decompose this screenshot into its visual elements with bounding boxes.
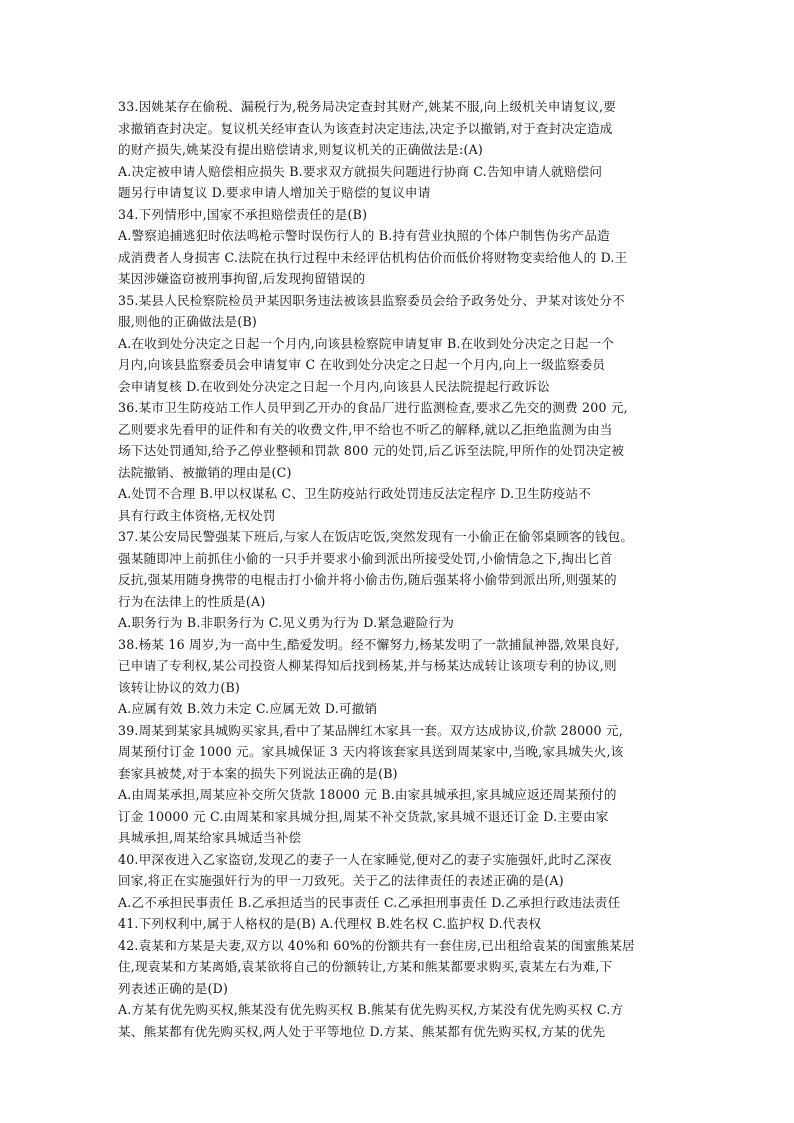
text-line: 法院撤销、被撤销的理由是(C) [118, 464, 292, 480]
text-line: A.警察追捕逃犯时依法鸣枪示警时误伤行人的 B.持有营业执照的个体户制售伪劣产品造 [118, 228, 610, 243]
text-line: A.应属有效 B.效力未定 C.应属无效 D.可撤销 [118, 701, 378, 716]
text-line: 反抗,强某用随身携带的电棍击打小偷并将小偷击伤,随后强某将小偷带到派出所,则强某的 [118, 572, 617, 587]
text-line: 订金 10000 元 C.由周某和家具城分担,周某不补交货款,家具城不退还订金 D.主要由家 [118, 808, 609, 824]
text-line: 求撤销查封决定。复议机关经审查认为该查封决定违法,决定予以撤销,对于查封决定造成 [118, 120, 613, 136]
text-line: 35.某县人民检察院检员尹某因职务违法被该县监察委员会给予政务处分、尹某对该处分不 [118, 292, 625, 308]
text-line: 42.袁某和方某是夫妻,双方以 40%和 60%的份额共有一套住房,已出租给袁某的闺蜜熊某居 [118, 937, 635, 953]
text-line: 的财产损失,姚某没有提出赔偿请求,则复议机关的正确做法是:(A) [118, 142, 484, 157]
text-line: 服,则他的正确做法是(B) [118, 314, 258, 329]
text-line: A.职务行为 B.非职务行为 C.见义勇为行为 D.紧急避险行为 [118, 615, 455, 630]
text-line: A.由周某承担,周某应补交所欠货款 18000 元 B.由家具城承担,家具城应返还周某预付的 [118, 787, 617, 802]
text-line: 月内,向该县监察委员会申请复审 C 在收到处分决定之日起一个月内,向上一级监察委员 [118, 357, 606, 372]
text-line: A.在收到处分决定之日起一个月内,向该县检察院申请复审 B.在收到处分决定之日起一个 [118, 335, 615, 351]
text-line: A.决定被申请人赔偿相应损失 B.要求双方就损失问题进行协商 C.告知申请人就赔偿问 [118, 163, 603, 179]
text-line: 37.某公安局民警强某下班后,与家人在饭店吃饭,突然发现有一小偷正在偷邻桌顾客的钱包。 [118, 529, 634, 544]
text-line: 34.下列情形中,国家不承担赔偿责任的是(B) [118, 206, 368, 222]
text-line: 住,现袁某和方某离婚,袁某欲将自己的份额转让,方某和熊某都要求购买,袁某左右为难,下 [118, 959, 613, 974]
text-line: 具有行政主体资格,无权处罚 [118, 507, 276, 523]
text-line: 行为在法律上的性质是(A) [118, 593, 266, 609]
text-line: 乙则要求先看甲的证件和有关的收费文件,甲不给也不听乙的解释,就以乙拒绝监测为由当 [118, 421, 613, 437]
text-line: A.处罚不合理 B.甲以权谋私 C、卫生防疫站行政处罚违反法定程序 D.卫生防疫站不 [118, 486, 592, 501]
text-line: 40.甲深夜进入乙家盗窃,发现乙的妻子一人在家睡觉,便对乙的妻子实施强奸,此时乙深夜 [118, 851, 612, 867]
text-line: 某因涉嫌盗窃被刑事拘留,后发现拘留错误的 [118, 271, 366, 286]
text-line: 36.某市卫生防疫站工作人员甲到乙开办的食品厂进行监测检查,要求乙先交的测费 200 元, [118, 400, 628, 415]
text-line: 回家,将正在实施强奸行为的甲一刀致死。关于乙的法律责任的表述正确的是(A) [118, 873, 564, 888]
text-line: 已申请了专利权,某公司投资人柳某得知后找到杨某,并与杨某达成转让该项专利的协议,则 [118, 658, 617, 673]
text-line: 成消费者人身损害 C.法院在执行过程中未经评估机构估价而低价将财物变卖给他人的 D.王 [118, 249, 628, 265]
text-line: 41.下列权利中,属于人格权的是(B) A.代理权 B.姓名权 C.监护权 D.代表权 [118, 916, 542, 931]
text-line: A.乙不承担民事责任 B.乙承担适当的民事责任 C.乙承担刑事责任 D.乙承担行政违法责任 [118, 894, 621, 910]
text-line: A.方某有优先购买权,熊某没有优先购买权 B.熊某有优先购买权,方某没有优先购买权 C.方 [118, 1002, 624, 1017]
text-line: 题另行申请复议 D.要求申请人增加关于赔偿的复议申请 [118, 185, 431, 200]
text-line: 强某随即冲上前抓住小偷的一只手并要求小偷到派出所接受处罚,小偷情急之下,掏出匕首 [118, 550, 613, 566]
text-line: 具城承担,周某给家具城适当补偿 [118, 830, 302, 845]
text-line: 该转让协议的效力(B) [118, 679, 241, 695]
text-line: 场下达处罚通知,给予乙停业整顿和罚款 800 元的处罚,后乙诉至法院,甲所作的处罚决定被 [118, 443, 625, 458]
document-page [118, 96, 680, 1042]
text-line: 33.因姚某存在偷税、漏税行为,税务局决定查封其财产,姚某不服,向上级机关申请复议,要 [118, 99, 617, 114]
text-line: 套家具被焚,对于本案的损失下列说法正确的是(B) [118, 765, 398, 781]
text-line: 周某预付订金 1000 元。家具城保证 3 天内将该套家具送到周某家中,当晚,家具城失火,该 [118, 744, 624, 759]
text-line: 列表述正确的是(D) [118, 980, 229, 996]
text-line: 某、熊某都有优先购买权,两人处于平等地位 D.方某、熊某都有优先购买权,方某的优先 [118, 1023, 606, 1039]
text-line: 39.周某到某家具城购买家具,看中了某品牌红木家具一套。双方达成协议,价款 28000 元, [118, 722, 623, 738]
text-line: 38.杨某 16 周岁,为一高中生,酷爱发明。经不懈努力,杨某发明了一款捕鼠神器,效果良好, [118, 636, 620, 652]
text-line: 会申请复核 D.在收到处分决定之日起一个月内,向该县人民法院提起行政诉讼 [118, 378, 550, 394]
